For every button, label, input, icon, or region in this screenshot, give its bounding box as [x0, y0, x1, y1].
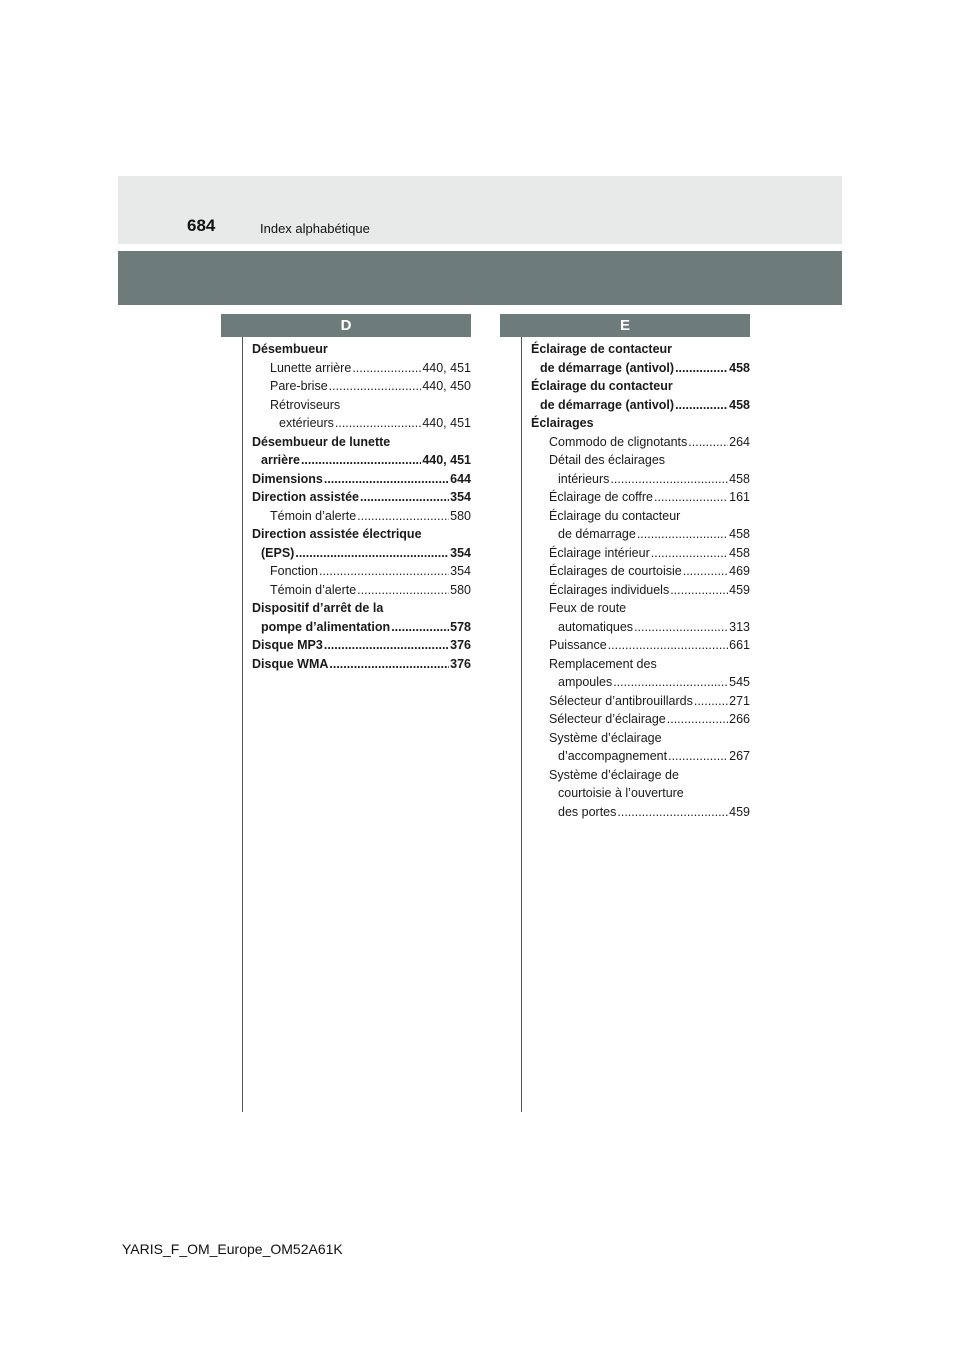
index-entry	[252, 562, 471, 581]
dot-leader	[634, 618, 728, 637]
index-entry-term: Pare-brise	[270, 379, 328, 393]
index-entry-term: Lunette arrière	[270, 360, 352, 375]
index-entry	[252, 525, 471, 544]
index-entry	[531, 636, 750, 655]
section-header-e: E	[500, 314, 750, 337]
dot-leader	[667, 710, 728, 729]
index-entry	[531, 451, 750, 470]
index-entry-term: Commodo de clignotants	[549, 434, 688, 449]
index-entry	[531, 433, 750, 452]
index-entry-term: d’accompagnement	[558, 749, 668, 763]
index-entry	[252, 433, 471, 452]
dot-leader	[352, 359, 421, 378]
dot-leader	[617, 803, 728, 822]
index-entry	[531, 414, 750, 433]
index-entry-page: 267	[729, 749, 750, 763]
index-entry-term: Disque MP3	[252, 638, 323, 652]
dot-leader	[335, 414, 421, 433]
index-entry-term: ampoules	[558, 675, 613, 689]
dot-leader	[688, 433, 728, 452]
index-entry-term: Éclairages	[531, 416, 594, 430]
index-entry-page: 580	[450, 508, 471, 523]
dot-leader	[301, 451, 421, 470]
index-entry	[252, 618, 471, 637]
dot-leader	[613, 673, 728, 692]
dot-leader	[329, 377, 422, 396]
index-entry-term: Témoin d’alerte	[270, 508, 357, 523]
index-entry	[531, 747, 750, 766]
index-entry	[531, 673, 750, 692]
index-entry	[252, 340, 471, 359]
index-entry	[252, 470, 471, 489]
index-entry	[531, 340, 750, 359]
index-entry-term: Sélecteur d’antibrouillards	[549, 693, 693, 708]
index-entry-term: Rétroviseurs	[270, 397, 341, 412]
index-entry-page: 458	[729, 471, 750, 486]
index-entry-page: 469	[729, 564, 750, 578]
index-entry-page: 264	[729, 434, 750, 449]
index-entry	[531, 359, 750, 378]
index-entry-term: Éclairage de coffre	[549, 490, 653, 504]
index-entry	[531, 488, 750, 507]
index-entry-term: Désembueur de lunette	[252, 434, 391, 449]
index-entry	[531, 599, 750, 618]
dot-leader	[357, 507, 449, 526]
index-entry	[531, 784, 750, 803]
index-entry-page: 354	[450, 564, 471, 578]
index-entry-page: 354	[450, 545, 471, 560]
dot-leader	[668, 747, 728, 766]
index-entry-page: 459	[729, 582, 750, 597]
index-entry-term: Dimensions	[252, 471, 323, 486]
index-entry	[531, 729, 750, 748]
dot-leader	[608, 636, 728, 655]
index-entry-term: Témoin d’alerte	[270, 582, 357, 597]
index-entry-term: Direction assistée	[252, 490, 359, 504]
index-entry	[252, 636, 471, 655]
index-entry-page: 458	[729, 360, 750, 375]
index-entry-page: 354	[450, 490, 471, 504]
column-rule-right	[521, 337, 522, 1112]
index-entry-page: 459	[729, 804, 750, 819]
index-entry-term: (EPS)	[261, 545, 295, 560]
index-entry-term: de démarrage (antivol)	[540, 360, 675, 375]
index-entry	[531, 766, 750, 785]
page-title: Index alphabétique	[260, 221, 370, 236]
index-entry-term: Désembueur	[252, 342, 328, 356]
column-rule-left	[242, 337, 243, 1112]
index-entry-term: Éclairage du contacteur	[549, 508, 681, 523]
index-entry-term: Remplacement des	[549, 656, 657, 671]
dot-leader	[683, 562, 728, 581]
index-entry	[531, 655, 750, 674]
index-entry	[531, 470, 750, 489]
index-entry	[531, 544, 750, 563]
index-entry	[252, 396, 471, 415]
index-entry-term: extérieurs	[279, 416, 334, 430]
dot-leader	[610, 470, 728, 489]
index-entry-term: courtoisie à l’ouverture	[558, 786, 684, 800]
index-entry-page: 578	[450, 619, 471, 634]
document-code: YARIS_F_OM_Europe_OM52A61K	[122, 1241, 343, 1257]
index-entry-page: 644	[450, 471, 471, 486]
index-entry-term: de démarrage	[558, 527, 636, 541]
index-entry-page: 266	[729, 712, 750, 726]
index-entry-term: Éclairages de courtoisie	[549, 564, 682, 578]
index-entry	[252, 507, 471, 526]
index-entry	[252, 581, 471, 600]
dot-leader	[670, 581, 728, 600]
dot-leader	[654, 488, 728, 507]
index-entry	[531, 377, 750, 396]
index-entry-term: Éclairage intérieur	[549, 545, 650, 560]
index-entry	[252, 655, 471, 674]
index-entry-page: 440, 451	[422, 416, 471, 430]
index-entry	[252, 377, 471, 396]
index-entry	[531, 562, 750, 581]
index-entry-term: Éclairages individuels	[549, 582, 670, 597]
dot-leader	[295, 544, 449, 563]
page-number: 684	[187, 216, 216, 235]
index-entry-page: 440, 450	[422, 379, 471, 393]
index-entry-page: 271	[729, 693, 750, 708]
index-entry	[531, 803, 750, 822]
index-entry-term: Système d’éclairage	[549, 730, 662, 745]
index-entry-page: 376	[450, 638, 471, 652]
dot-leader	[360, 488, 449, 507]
index-entry	[252, 544, 471, 563]
index-entry	[531, 581, 750, 600]
index-entry	[252, 599, 471, 618]
index-column-e	[531, 340, 750, 821]
dot-leader	[675, 396, 728, 415]
index-entry-term: Détail des éclairages	[549, 453, 666, 467]
index-entry-term: Puissance	[549, 638, 607, 652]
index-entry-term: de démarrage (antivol)	[540, 397, 675, 412]
index-entry-term: Fonction	[270, 564, 318, 578]
index-entry-page: 458	[729, 397, 750, 412]
dot-leader	[694, 692, 728, 711]
section-header-d: D	[221, 314, 471, 337]
index-entry	[531, 525, 750, 544]
index-entry-term: Éclairage de contacteur	[531, 342, 673, 356]
index-entry-term: intérieurs	[558, 471, 610, 486]
index-entry-page: 440, 451	[422, 360, 471, 375]
dot-leader	[324, 636, 449, 655]
index-entry	[531, 710, 750, 729]
index-entry	[531, 618, 750, 637]
index-entry	[252, 451, 471, 470]
index-entry-term: Éclairage du contacteur	[531, 379, 673, 393]
dot-leader	[637, 525, 728, 544]
index-entry-term: Feux de route	[549, 601, 627, 615]
index-entry-page: 580	[450, 582, 471, 597]
index-entry	[252, 414, 471, 433]
index-entry	[531, 692, 750, 711]
header-bar	[118, 176, 842, 244]
dot-leader	[675, 359, 728, 378]
index-entry-page: 376	[450, 656, 471, 671]
index-entry-term: pompe d’alimentation	[261, 619, 391, 634]
dot-leader	[651, 544, 728, 563]
index-entry-term: arrière	[261, 453, 300, 467]
index-entry	[531, 396, 750, 415]
dot-leader	[357, 581, 449, 600]
dot-leader	[329, 655, 449, 674]
dot-leader	[391, 618, 449, 637]
index-entry-page: 313	[729, 619, 750, 634]
index-entry	[252, 359, 471, 378]
index-entry	[252, 488, 471, 507]
index-entry-page: 545	[729, 675, 750, 689]
index-entry-term: Sélecteur d’éclairage	[549, 712, 666, 726]
index-column-d	[252, 340, 471, 673]
header-band	[118, 251, 842, 305]
index-entry-term: Dispositif d’arrêt de la	[252, 601, 384, 615]
dot-leader	[319, 562, 449, 581]
index-entry-term: automatiques	[558, 619, 634, 634]
index-entry-page: 161	[729, 490, 750, 504]
dot-leader	[324, 470, 449, 489]
index-entry-term: Système d’éclairage de	[549, 767, 679, 782]
index-entry-page: 661	[729, 638, 750, 652]
index-entry-page: 440, 451	[422, 453, 471, 467]
index-entry-term: Disque WMA	[252, 656, 329, 671]
index-entry-page: 458	[729, 527, 750, 541]
index-entry	[531, 507, 750, 526]
index-entry-page: 458	[729, 545, 750, 560]
index-entry-term: Direction assistée électrique	[252, 527, 422, 541]
index-entry-term: des portes	[558, 804, 617, 819]
